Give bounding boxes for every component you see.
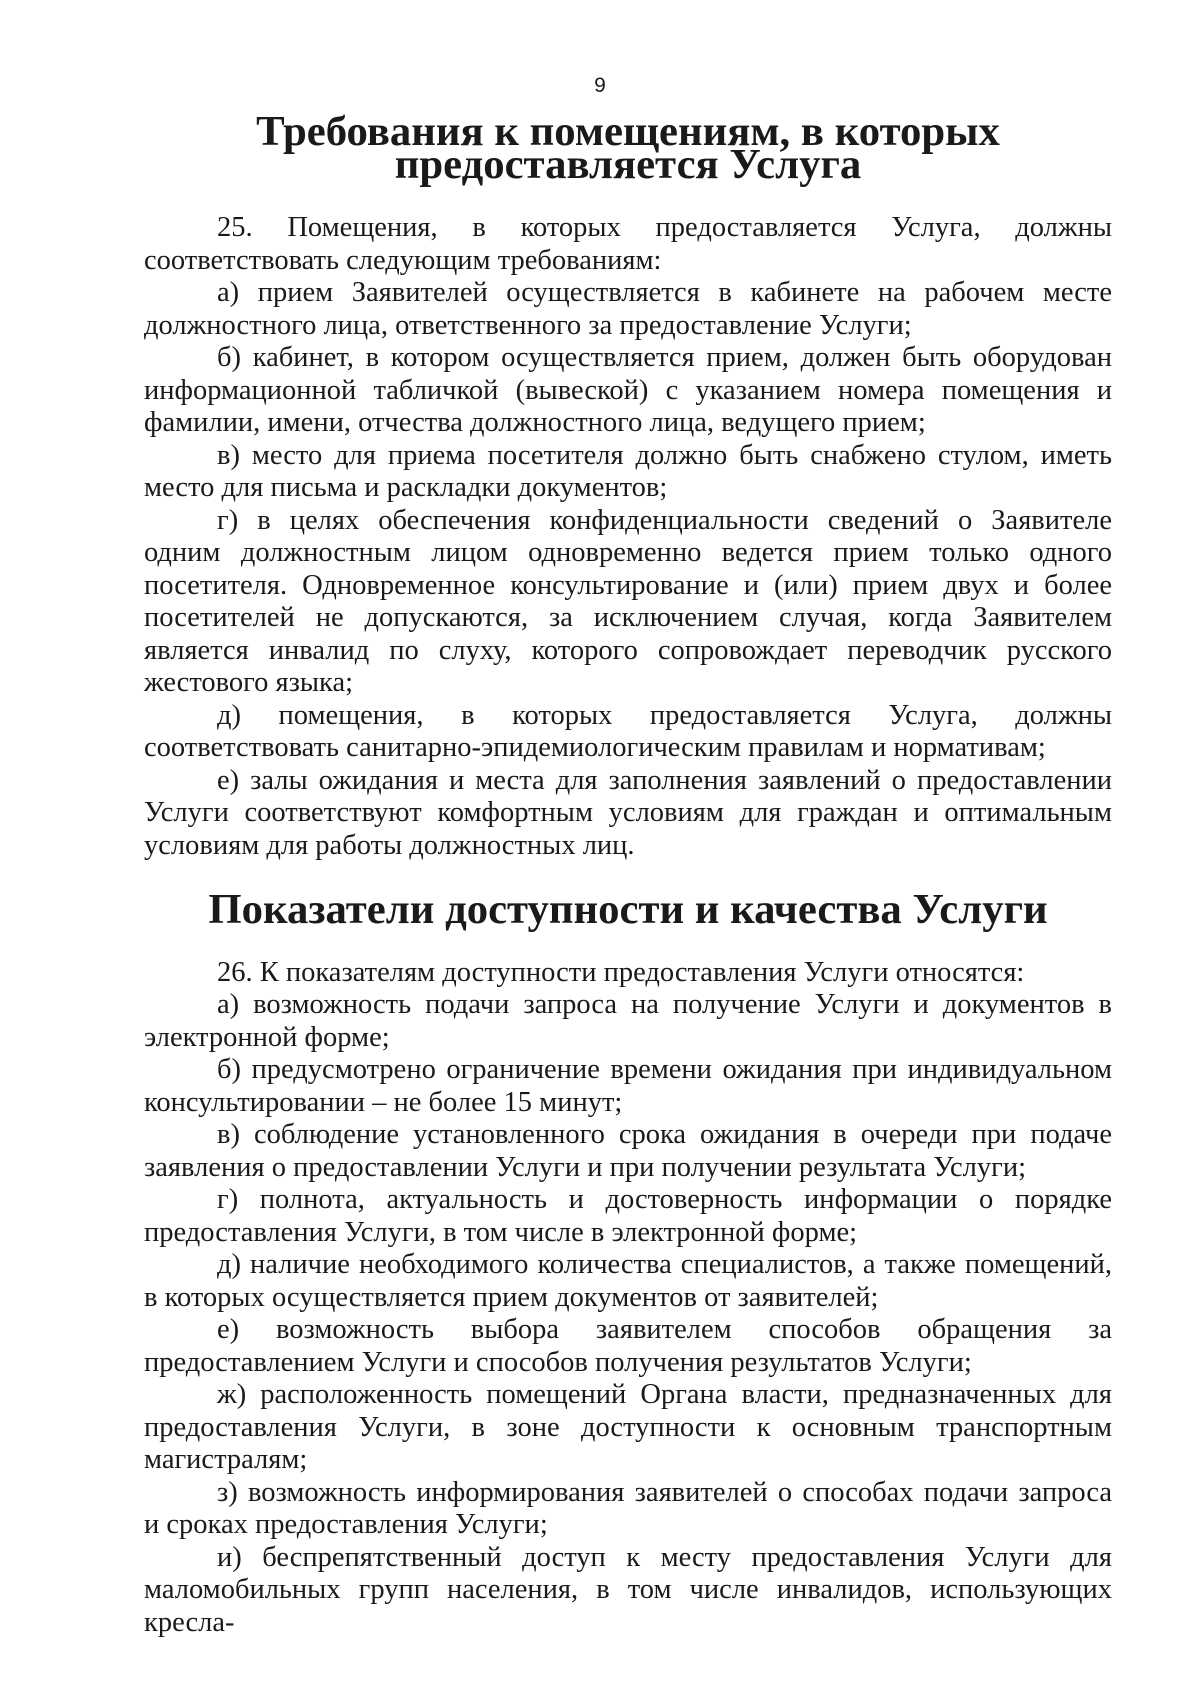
page-number: 9 (594, 74, 606, 97)
paragraph: г) в целях обеспечения конфиденциальности сведений о Заявителе одним должностным лицом одновременно ведется прием только одного посетителя. Одновременное консультирование и (или) прием двух и более посетителей не допускаются, за исключением случая, когда Заявителем является инвалид по слуху, которого сопровождает переводчик русского жестового языка; (144, 504, 1112, 698)
paragraph: а) возможность подачи запроса на получение Услуги и документов в электронной форме; (144, 989, 1112, 1053)
section-heading-premises: Требования к помещениям, в которых предоставляется Услуга (256, 108, 1000, 188)
paragraph: 25. Помещения, в которых предоставляется Услуга, должны соответствовать следующим требованиям: (144, 212, 1112, 276)
paragraph: а) прием Заявителей осуществляется в кабинете на рабочем месте должностного лица, ответственного за предоставление Услуги; (144, 277, 1112, 341)
paragraph: е) залы ожидания и места для заполнения заявлений о предоставлении Услуги соответствуют комфортным условиям для граждан и оптимальным условиям для работы должностных лиц. (144, 764, 1112, 861)
section-heading-accessibility: Показатели доступности и качества Услуги (208, 886, 1048, 933)
paragraph: д) наличие необходимого количества специалистов, а также помещений, в которых осуществляется прием документов от заявителей; (144, 1249, 1112, 1313)
paragraph: г) полнота, актуальность и достоверность информации о порядке предоставления Услуги, в том числе в электронной форме; (144, 1184, 1112, 1248)
paragraph: б) предусмотрено ограничение времени ожидания при индивидуальном консультировании – не более 15 минут; (144, 1054, 1112, 1118)
paragraph: в) соблюдение установленного срока ожидания в очереди при подаче заявления о предоставлении Услуги и при получении результата Услуги; (144, 1119, 1112, 1183)
paragraph: е) возможность выбора заявителем способов обращения за предоставлением Услуги и способов получения результатов Услуги; (144, 1314, 1112, 1378)
paragraph: 26. К показателям доступности предоставления Услуги относятся: (217, 956, 1025, 988)
paragraph: б) кабинет, в котором осуществляется прием, должен быть оборудован информационной табличкой (вывеской) с указанием номера помещения и фамилии, имени, отчества должностного лица, ведущего прием; (144, 342, 1112, 438)
document-body (144, 108, 1112, 1639)
paragraph: д) помещения, в которых предоставляется Услуга, должны соответствовать санитарно-эпидемиологическим правилам и нормативам; (144, 699, 1112, 763)
paragraph: и) беспрепятственный доступ к месту предоставления Услуги для маломобильных групп населения, в том числе инвалидов, использующих кресла- (144, 1541, 1112, 1638)
paragraph: в) место для приема посетителя должно быть снабжено стулом, иметь место для письма и раскладки документов; (144, 439, 1112, 503)
paragraph: з) возможность информирования заявителей о способах подачи запроса и сроках предоставления Услуги; (144, 1476, 1112, 1540)
paragraph: ж) расположенность помещений Органа власти, предназначенных для предоставления Услуги, в зоне доступности к основным транспортным магистралям; (144, 1379, 1112, 1475)
